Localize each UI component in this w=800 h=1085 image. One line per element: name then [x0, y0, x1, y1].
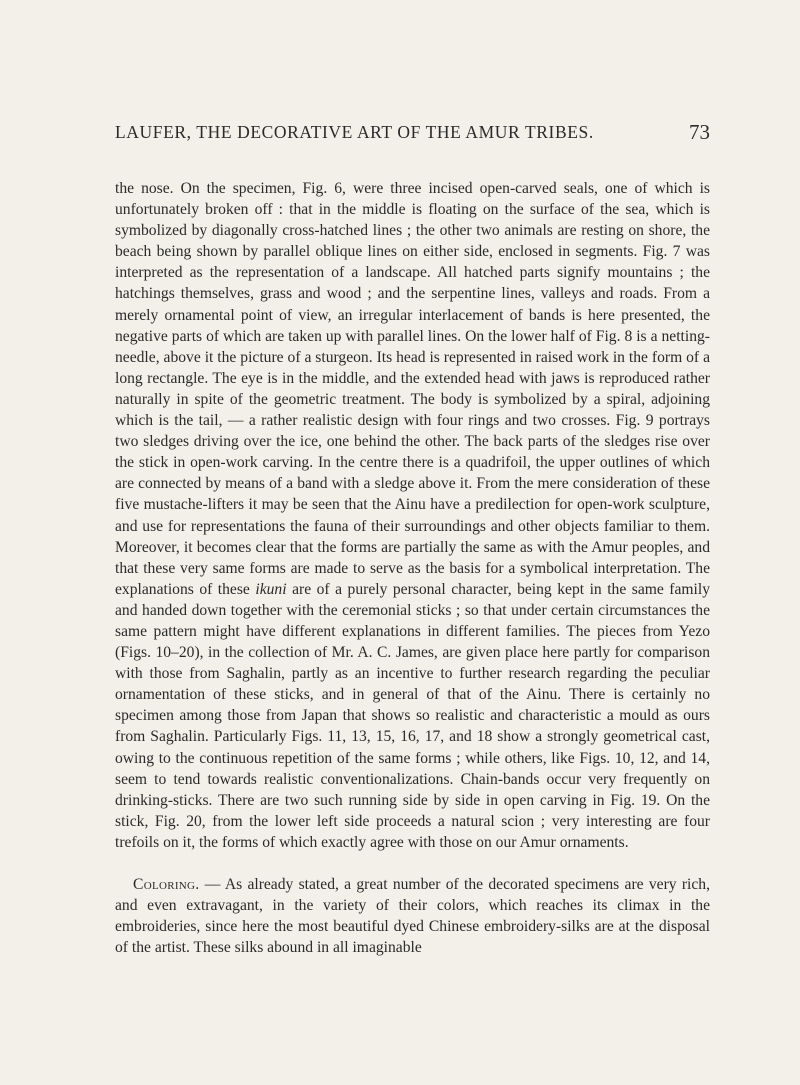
- paragraph-1-text-b: are of a purely personal character, being kept in the same family and handed down together with the ceremonial sticks ; so that under certain circumstances the same pattern might have different explanations in different families. The pieces from Yezo (Figs. 10–20), in the collection of Mr. A. C. James, are given place here partly for comparison with those from Saghalin, partly as an incentive to further research regarding the peculiar ornamentation of these sticks, and in general of that of the Ainu. There is certainly no specimen among those from Japan that shows so realistic and characteristic a mould as ours from Saghalin. Particularly Figs. 11, 13, 15, 16, 17, and 18 show a strongly geometrical cast, owing to the continuous repetition of the same forms ; while others, like Figs. 10, 12, and 14, seem to tend towards realistic conventionalizations. Chain-bands occur very frequently on drinking-sticks. There are two such running side by side in open carving in Fig. 19. On the stick, Fig. 20, from the lower left side proceeds a natural scion ; very interesting are four trefoils on it, the forms of which exactly agree with those on our Amur ornaments.: [115, 580, 711, 851]
- paragraph-1: [115, 178, 710, 853]
- section-heading-coloring: Coloring.: [133, 876, 200, 893]
- italic-term-ikuni: ikuni: [255, 580, 287, 598]
- paragraph-1-text-a: the nose. On the specimen, Fig. 6, were three incised open-carved seals, one of which is unfortunately broken off : that in the middle is floating on the surface of the sea, which is symbolized by diagonally cross-hatched lines ; the other two animals are resting on shore, the beach being shown by parallel oblique lines on either side, enclosed in segments. Fig. 7 was interpreted as the representation of a landscape. All hatched parts signify mountains ; the hatchings themselves, grass and wood ; and the serpentine lines, valleys and roads. From a merely ornamental point of view, an irregular interlacement of bands is here presented, the negative parts of which are taken up with parallel lines. On the lower half of Fig. 8 is a netting-needle, above it the picture of a sturgeon. Its head is represented in raised work in the form of a long rectangle. The eye is in the middle, and the extended head with jaws is reproduced rather naturally in spite of the geometric treatment. The body is symbolized by a spiral, adjoining which is the tail, — a rather realistic design with four rings and two crosses. Fig. 9 portrays two sledges driving over the ice, one behind the other. The back parts of the sledges rise over the stick in open-work carving. In the centre there is a quadrifoil, the upper outlines of which are connected by means of a band with a sledge above it. From the mere consideration of these five mustache-lifters it may be seen that the Ainu have a predilection for open-work sculpture, and use for representations the fauna of their surroundings and other objects familiar to them. Moreover, it becomes clear that the forms are partially the same as with the Amur peoples, and that these very same forms are made to serve as the basis for a symbolical interpretation. The explanations of these: [115, 180, 710, 598]
- page-number: 73: [689, 120, 710, 144]
- body-text: [115, 178, 710, 958]
- running-head: [115, 122, 710, 148]
- paragraph-2: [115, 874, 710, 958]
- paragraph-2-text: — As already stated, a great number of the decorated specimens are very rich, and even extravagant, in the variety of their colors, which reaches its climax in the embroideries, since here the most beautiful dyed Chinese embroidery-silks are at the disposal of the artist. These silks abound in all imaginable: [115, 876, 710, 957]
- running-title: LAUFER, THE DECORATIVE ART OF THE AMUR TRIBES.: [115, 122, 594, 142]
